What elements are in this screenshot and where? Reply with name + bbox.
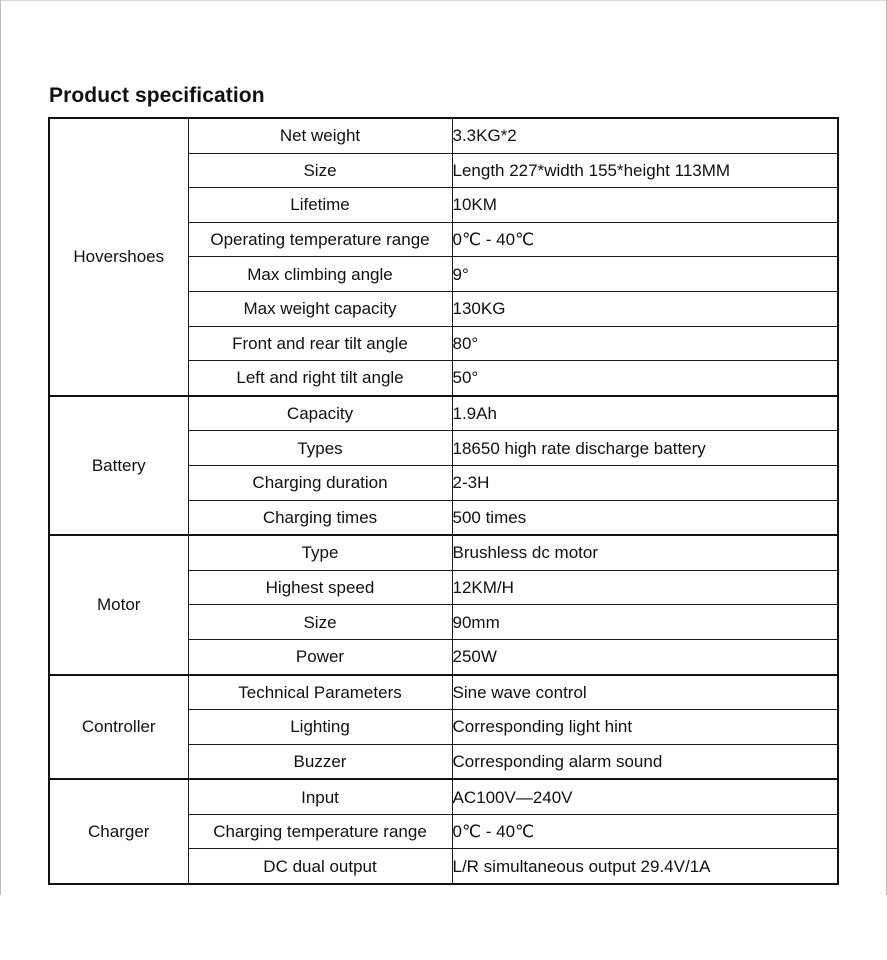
value-cell: 0℃ - 40℃ xyxy=(452,222,838,257)
parameter-cell: Charging temperature range xyxy=(188,814,452,849)
parameter-cell: Capacity xyxy=(188,396,452,431)
parameter-cell: Buzzer xyxy=(188,744,452,779)
value-cell: 1.9Ah xyxy=(452,396,838,431)
value-cell: 50° xyxy=(452,361,838,396)
parameter-cell: Power xyxy=(188,639,452,674)
table-row xyxy=(49,779,838,814)
spec-table xyxy=(48,117,839,885)
parameter-cell: Charging duration xyxy=(188,465,452,500)
parameter-cell: Lifetime xyxy=(188,188,452,223)
value-cell: 18650 high rate discharge battery xyxy=(452,431,838,466)
value-cell: 2-3H xyxy=(452,465,838,500)
value-cell: 500 times xyxy=(452,500,838,535)
parameter-cell: Size xyxy=(188,153,452,188)
parameter-cell: Size xyxy=(188,605,452,640)
parameter-cell: Types xyxy=(188,431,452,466)
value-cell: 3.3KG*2 xyxy=(452,118,838,153)
value-cell: Corresponding light hint xyxy=(452,710,838,745)
parameter-cell: Operating temperature range xyxy=(188,222,452,257)
parameter-cell: Input xyxy=(188,779,452,814)
table-row xyxy=(49,118,838,153)
value-cell: 0℃ - 40℃ xyxy=(452,814,838,849)
value-cell: Brushless dc motor xyxy=(452,535,838,570)
value-cell: L/R simultaneous output 29.4V/1A xyxy=(452,849,838,884)
table-row xyxy=(49,675,838,710)
value-cell: 80° xyxy=(452,326,838,361)
category-cell: Motor xyxy=(49,535,188,674)
parameter-cell: Technical Parameters xyxy=(188,675,452,710)
table-row xyxy=(49,535,838,570)
value-cell: 250W xyxy=(452,639,838,674)
value-cell: 90mm xyxy=(452,605,838,640)
category-cell: Hovershoes xyxy=(49,118,188,396)
parameter-cell: Front and rear tilt angle xyxy=(188,326,452,361)
parameter-cell: Charging times xyxy=(188,500,452,535)
value-cell: Sine wave control xyxy=(452,675,838,710)
parameter-cell: Max weight capacity xyxy=(188,291,452,326)
parameter-cell: Highest speed xyxy=(188,570,452,605)
parameter-cell: Max climbing angle xyxy=(188,257,452,292)
value-cell: 9° xyxy=(452,257,838,292)
category-cell: Charger xyxy=(49,779,188,884)
spec-table-body xyxy=(49,118,838,884)
value-cell: AC100V—240V xyxy=(452,779,838,814)
value-cell: Length 227*width 155*height 113MM xyxy=(452,153,838,188)
parameter-cell: Net weight xyxy=(188,118,452,153)
parameter-cell: Left and right tilt angle xyxy=(188,361,452,396)
value-cell: 12KM/H xyxy=(452,570,838,605)
value-cell: Corresponding alarm sound xyxy=(452,744,838,779)
page-title: Product specification xyxy=(49,84,265,107)
table-row xyxy=(49,396,838,431)
parameter-cell: DC dual output xyxy=(188,849,452,884)
value-cell: 130KG xyxy=(452,291,838,326)
category-cell: Battery xyxy=(49,396,188,535)
value-cell: 10KM xyxy=(452,188,838,223)
parameter-cell: Type xyxy=(188,535,452,570)
category-cell: Controller xyxy=(49,675,188,780)
parameter-cell: Lighting xyxy=(188,710,452,745)
